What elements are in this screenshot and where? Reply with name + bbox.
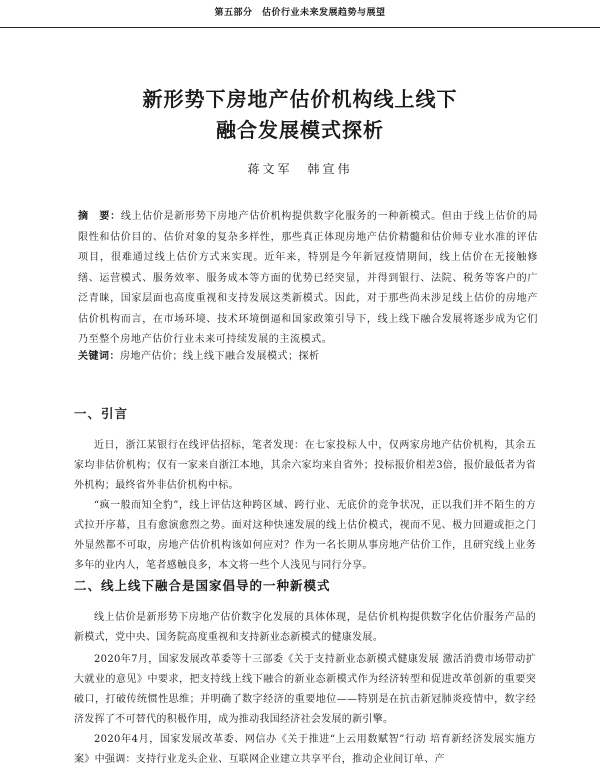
keywords-label: 关键词： xyxy=(78,351,120,362)
keywords xyxy=(78,348,538,366)
article-title-line-1: 新形势下房地产估价机构线上线下 xyxy=(142,87,458,111)
paragraph: “疯一般而知全豹”，线上评估这种跨区域、跨行业、无底价的竞争状况，正以我们并不陌生的方式拉开序幕，且有愈演愈烈之势。面对这种快速发展的线上估价模式，视而不见、极力回避或拒之门外显然都不可取，房地产估价机构该如何应对？作为一名长期从事房地产估价工作，且研究线上业务多年的业内人，笔者感触良多，本文将一些个人浅见与同行分享。 xyxy=(74,500,536,571)
abstract-text: 线上估价是新形势下房地产估价机构提供数字化服务的一种新模式。但由于线上估价的局限性和估价目的、估价对象的复杂多样性，那些真正体现房地产估价精髓和估价师专业水准的评估项目，很难通过线上估价方式来实现。近年来，特别是今年新冠疫情期间，线上估价在无接触修缮、运营模式、服务效率、服务成本等方面的优势已经突显，并得到银行、法院、税务等客户的广泛青睐，国家层面也高度重视和支持发展这类新模式。因此，对于那些尚未涉足线上估价的房地产估价机构而言，在市场环境、技术环境倒逼和国家政策引导下，线上线下融合发展将逐步成为它们乃至整个房地产估价行业未来可持续发展的主流模式。 xyxy=(78,211,539,345)
paragraph: 2020年4月，国家发展改革委、网信办《关于推进“上云用数赋智”行动 培育新经济发展实施方案》中强调：支持行业龙头企业、互联网企业建立共享平台，推动企业间订单、产 xyxy=(74,734,536,765)
article-title xyxy=(0,84,600,146)
section-heading-online-offline: 二、线上线下融合是国家倡导的一种新模式 xyxy=(74,578,331,593)
article-title-line-2: 融合发展模式探析 xyxy=(216,118,384,142)
article-authors: 蒋文军 韩宣伟 xyxy=(247,162,353,176)
running-header xyxy=(0,0,600,28)
running-header-title: 第五部分 估价行业未来发展趋势与展望 xyxy=(214,8,386,18)
abstract xyxy=(78,207,538,351)
abstract-label: 摘 要： xyxy=(78,211,121,222)
paragraph: 近日，浙江某银行在线评估招标，笔者发现：在七家投标人中，仅两家房地产估价机构，其余五家均非估价机构；仅有一家来自浙江本地，其余六家均来自省外；投标报价相差3倍，报价最低者为省外机构；最终省外非估价机构中标。 xyxy=(74,440,536,491)
paragraph: 2020年7月，国家发展改革委等十三部委《关于支持新业态新模式健康发展 激活消费市场带动扩大就业的意见》中要求，把支持线上线下融合的新业态新模式作为经济转型和促进改革创新的重要突破口，打破传统惯性思维；并明确了数字经济的重要地位——特别是在抗击新冠肺炎疫情中，数字经济发挥了不可替代的积极作用，成为推动我国经济社会发展的新引擎。 xyxy=(74,654,536,725)
keywords-text: 房地产估价；线上线下融合发展模式；探析 xyxy=(120,351,320,362)
section-heading-introduction: 一、引言 xyxy=(74,406,129,421)
paragraph: 线上估价是新形势下房地产估价数字化发展的具体体现，是估价机构提供数字化估价服务产品的新模式，党中央、国务院高度重视和支持新业态新模式的健康发展。 xyxy=(74,612,536,643)
